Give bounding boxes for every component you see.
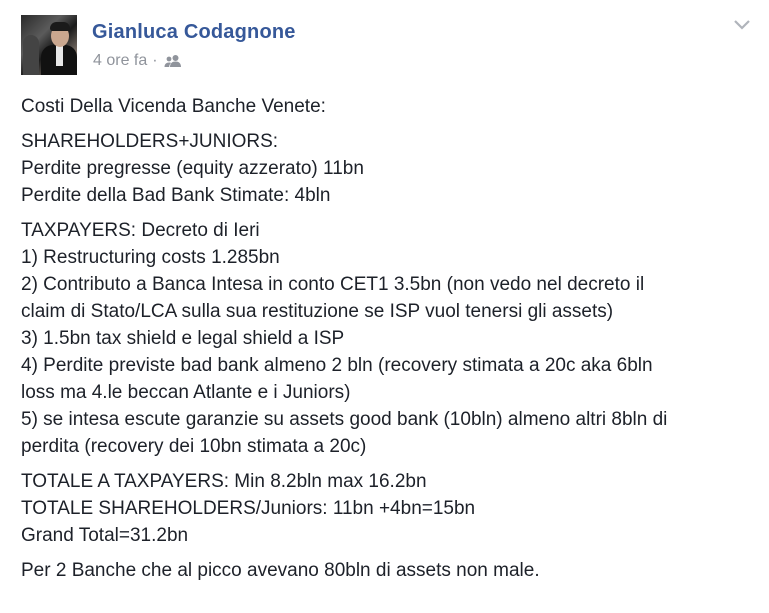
post-paragraph [21, 468, 756, 549]
meta-separator: · [152, 52, 158, 69]
timestamp[interactable]: 4 ore fa [93, 52, 148, 69]
avatar[interactable] [21, 15, 77, 75]
post-line: TOTALE A TAXPAYERS: Min 8.2bln max 16.2bn [21, 471, 427, 492]
post-line: Costi Della Vicenda Banche Venete: [21, 96, 326, 117]
post-line: claim di Stato/LCA sulla sua restituzione se ISP vuol tenersi gli assets) [21, 301, 614, 322]
chevron-down-icon[interactable] [733, 18, 751, 32]
post-paragraph [21, 557, 756, 584]
friends-icon[interactable] [164, 54, 182, 68]
post-line: loss ma 4.le beccan Atlante e i Juniors) [21, 382, 351, 403]
post-line: 5) se intesa escute garanzie su assets good bank (10bln) almeno altri 8bln di [21, 409, 668, 430]
post-line: 1) Restructuring costs 1.285bn [21, 247, 280, 268]
post-line: perdita (recovery dei 10bn stimata a 20c) [21, 436, 367, 457]
post-paragraph [21, 128, 756, 209]
post-paragraph [21, 217, 756, 460]
post-line: TAXPAYERS: Decreto di Ieri [21, 220, 260, 241]
post-line: 2) Contributo a Banca Intesa in conto CET1 3.5bn (non vedo nel decreto il [21, 274, 645, 295]
post-line: Grand Total=31.2bn [21, 525, 189, 546]
post-line: 3) 1.5bn tax shield e legal shield a ISP [21, 328, 345, 349]
post-paragraph [21, 93, 756, 120]
post-line: TOTALE SHAREHOLDERS/Juniors: 11bn +4bn=15bn [21, 498, 476, 519]
post-line: SHAREHOLDERS+JUNIORS: [21, 131, 279, 152]
author-name[interactable]: Gianluca Codagnone [92, 21, 296, 43]
post-line: Perdite della Bad Bank Stimate: 4bln [21, 185, 331, 206]
post-text [21, 93, 756, 592]
post-line: Per 2 Banche che al picco avevano 80bln di assets non male. [21, 560, 540, 581]
post-line: 4) Perdite previste bad bank almeno 2 bln (recovery stimata a 20c aka 6bln [21, 355, 653, 376]
post-line: Perdite pregresse (equity azzerato) 11bn [21, 158, 364, 179]
post-meta [93, 52, 182, 70]
